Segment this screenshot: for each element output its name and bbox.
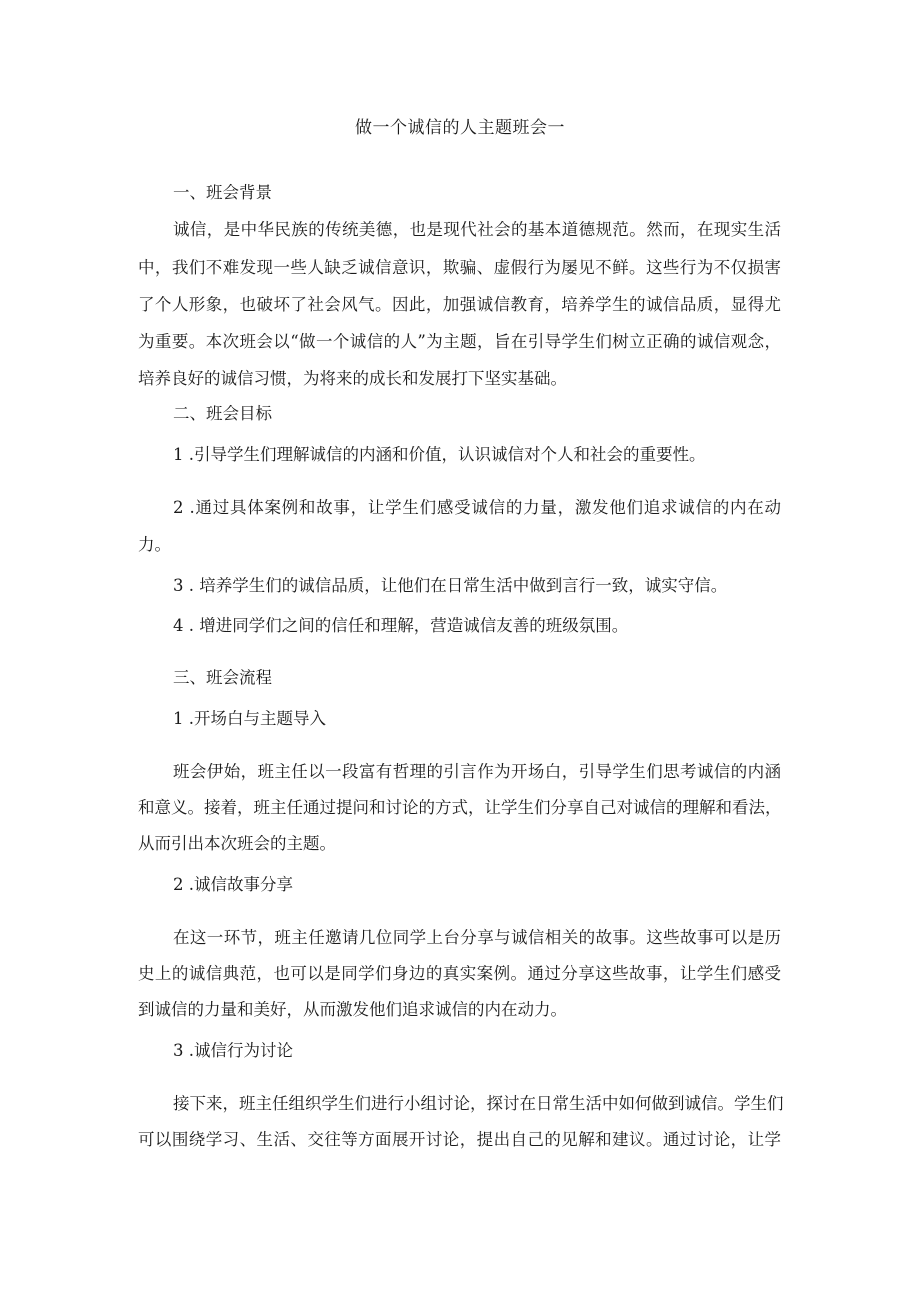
paragraph-line: 中，我们不难发现一些人缺乏诚信意识，欺骗、虚假行为屡见不鲜。这些行为不仅损害 [138, 258, 781, 277]
paragraph-line: 培养良好的诚信习惯，为将来的成长和发展打下坚实基础。 [138, 369, 567, 388]
paragraph-line: 为重要。本次班会以“做一个诚信的人”为主题，旨在引导学生们树立正确的诚信观念， [138, 332, 781, 351]
goal-item-3: 3 . 培养学生们的诚信品质，让他们在日常生活中做到言行一致，诚实守信。 [173, 576, 728, 595]
step-heading-2: 2 .诚信故事分享 [173, 875, 293, 894]
paragraph-line: 史上的诚信典范，也可以是同学们身边的真实案例。通过分享这些故事，让学生们感受 [138, 964, 781, 983]
paragraph-line: 接下来，班主任组织学生们进行小组讨论，探讨在日常生活中如何做到诚信。学生们 [173, 1094, 784, 1113]
paragraph-line: 和意义。接着，班主任通过提问和讨论的方式，让学生们分享自己对诚信的理解和看法， [138, 798, 782, 817]
step-heading-1: 1 .开场白与主题导入 [173, 709, 326, 728]
document-title: 做一个诚信的人主题班会一 [355, 118, 565, 138]
section-heading-process: 三、班会流程 [173, 668, 272, 687]
paragraph-line: 到诚信的力量和美好，从而激发他们追求诚信的内在动力。 [138, 1000, 567, 1019]
paragraph-line: 班会伊始，班主任以一段富有哲理的引言作为开场白，引导学生们思考诚信的内涵 [173, 762, 781, 781]
paragraph-line: 了个人形象，也破坏了社会风气。因此，加强诚信教育，培养学生的诚信品质，显得尤 [138, 295, 781, 314]
section-heading-goals: 二、班会目标 [173, 404, 272, 423]
paragraph-line: 在这一环节，班主任邀请几位同学上台分享与诚信相关的故事。这些故事可以是历 [173, 928, 781, 947]
paragraph-line: 可以围绕学习、生活、交往等方面展开讨论，提出自己的见解和建议。通过讨论，让学 [138, 1130, 781, 1149]
goal-item-4: 4 . 增进同学们之间的信任和理解，营造诚信友善的班级氛围。 [173, 616, 629, 635]
section-heading-background: 一、班会背景 [173, 183, 272, 202]
paragraph-line: 诚信，是中华民族的传统美德，也是现代社会的基本道德规范。然而，在现实生活 [173, 220, 781, 239]
goal-item-1: 1 .引导学生们理解诚信的内涵和价值，认识诚信对个人和社会的重要性。 [173, 445, 706, 464]
step-heading-3: 3 .诚信行为讨论 [173, 1041, 293, 1060]
goal-item-2-continued: 力。 [138, 535, 171, 554]
paragraph-line: 从而引出本次班会的主题。 [138, 834, 336, 853]
goal-item-2: 2 .通过具体案例和故事，让学生们感受诚信的力量，激发他们追求诚信的内在动 [173, 498, 781, 517]
